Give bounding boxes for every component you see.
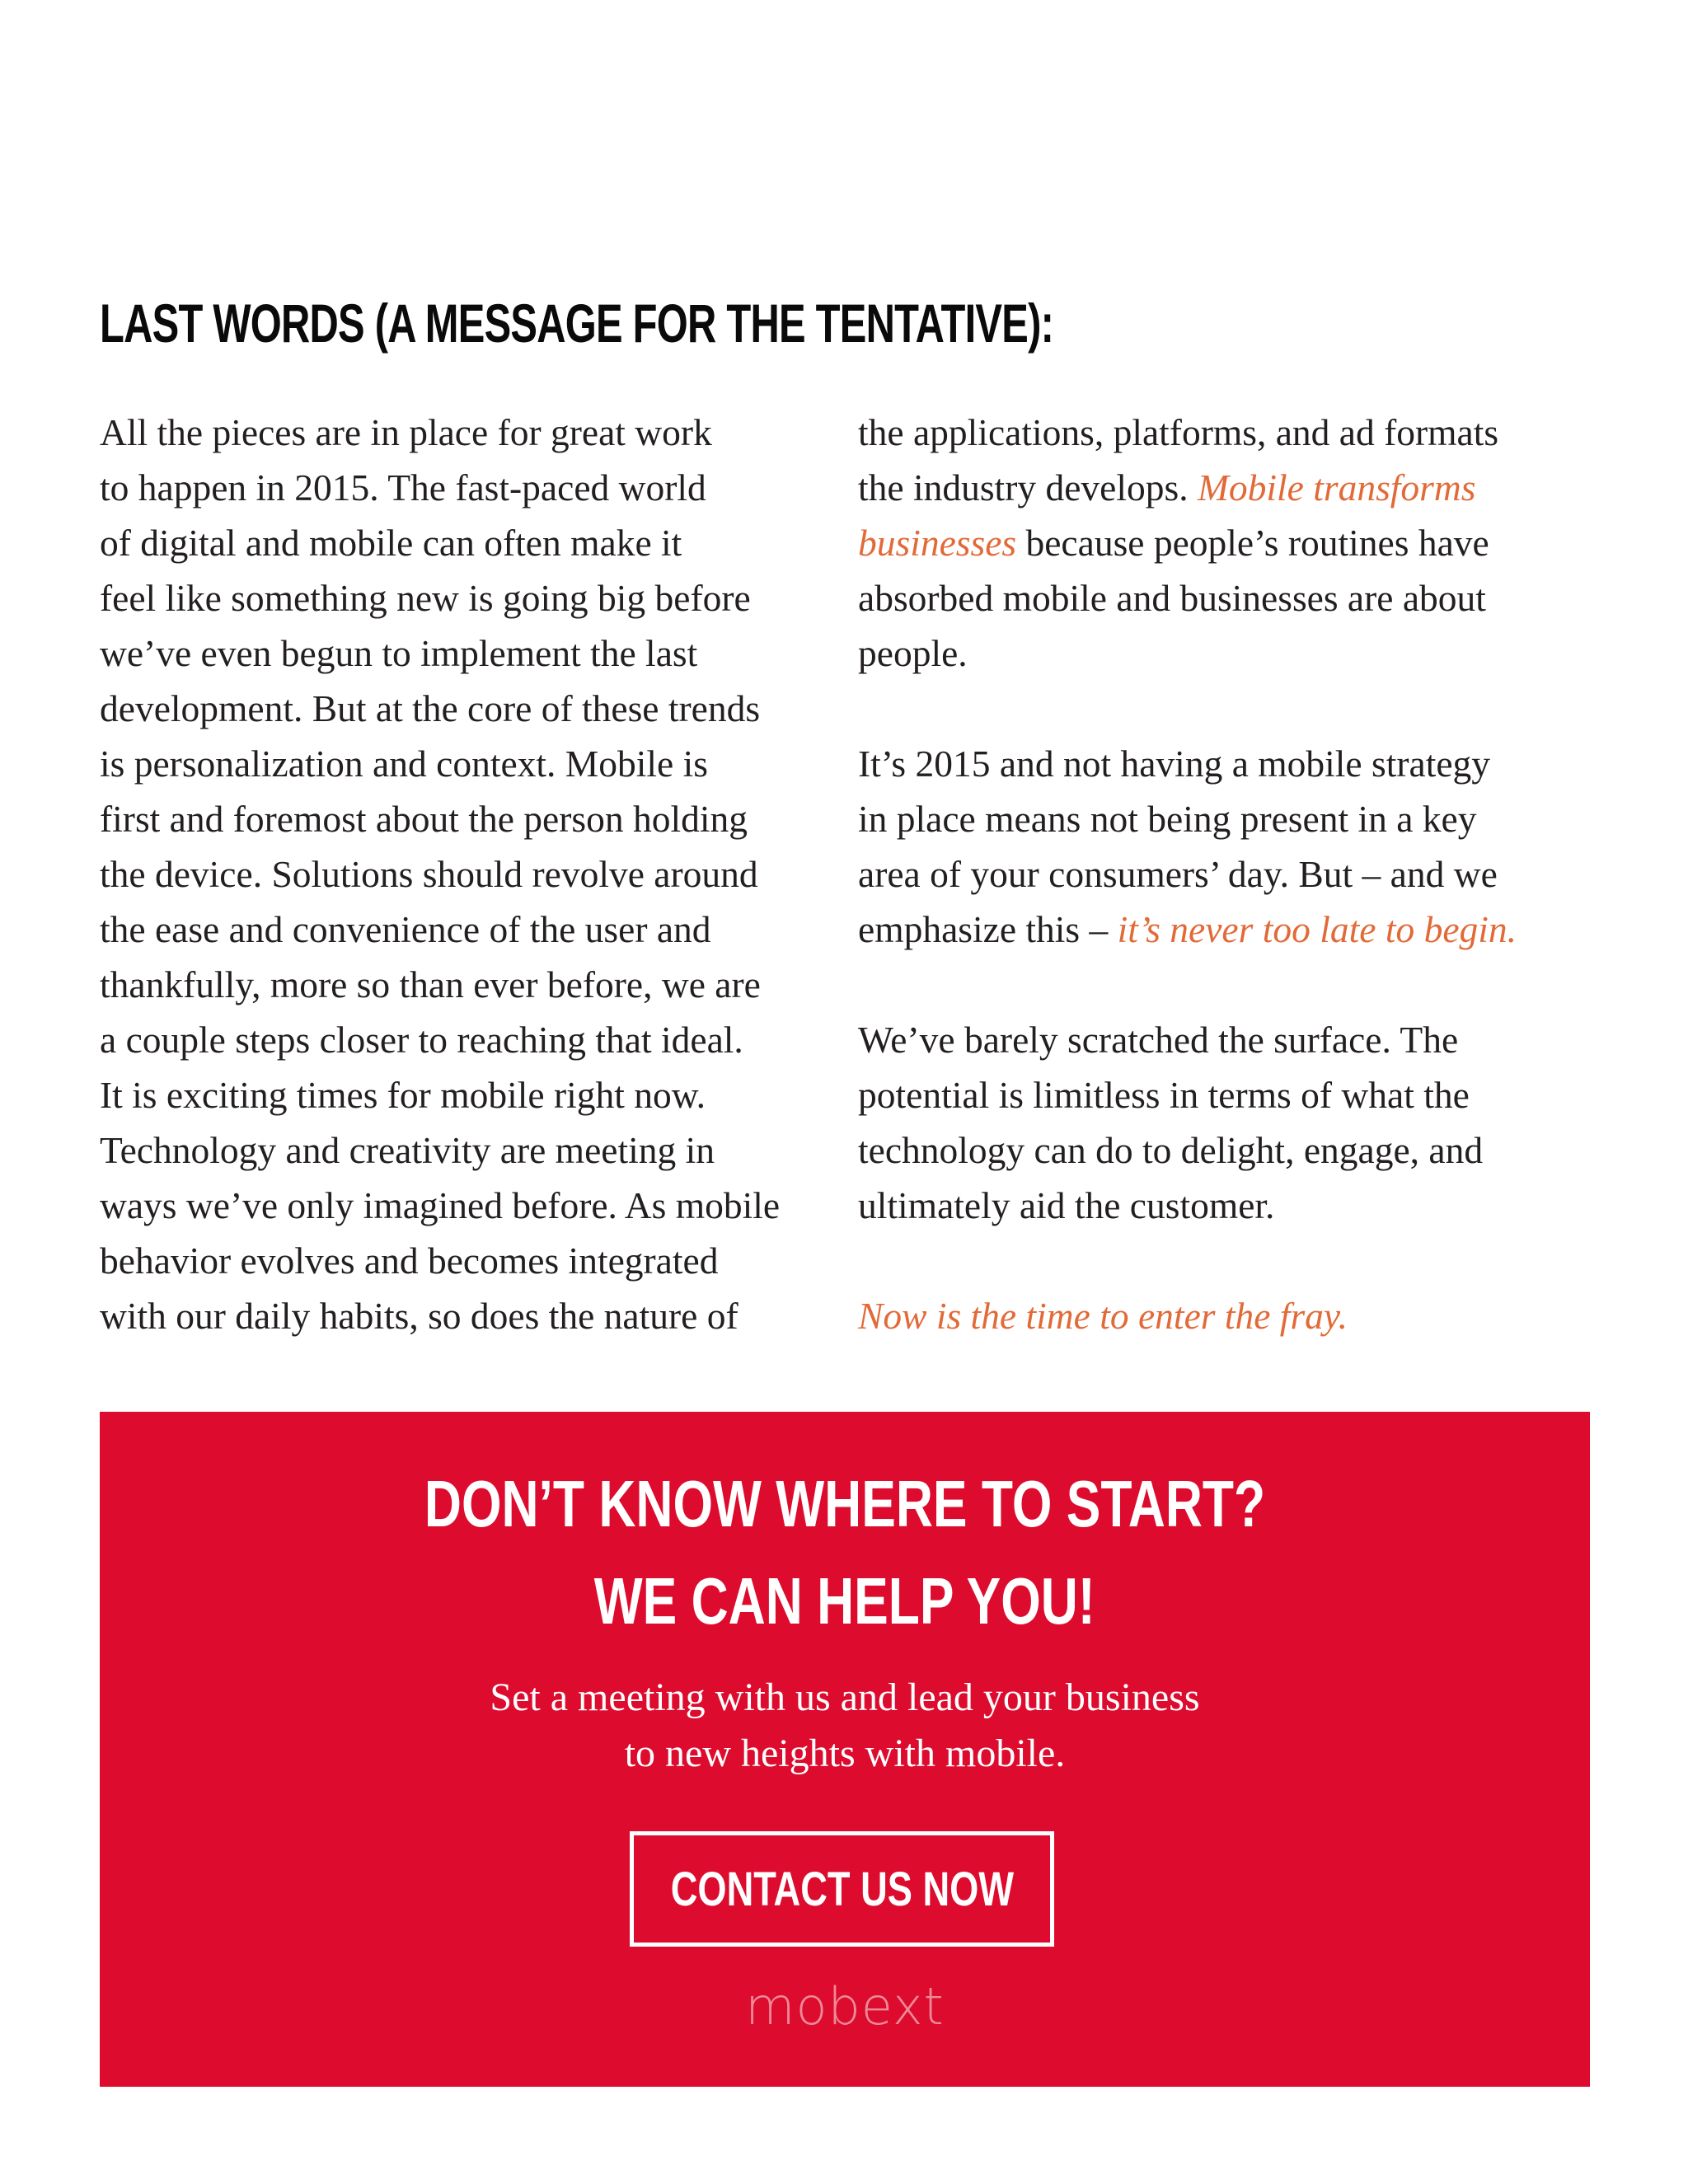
left-line: the ease and convenience of the user and	[100, 908, 711, 950]
right-line	[858, 902, 1600, 957]
left-line: the device. Solutions should revolve around	[100, 853, 758, 895]
cta-title-text: DON’T KNOW WHERE TO START?	[424, 1467, 1266, 1540]
right-line-text: the industry develops.	[858, 466, 1198, 509]
left-line: feel like something new is going big before	[100, 577, 751, 619]
left-line: we’ve even begun to implement the last	[100, 632, 698, 674]
left-line: behavior evolves and becomes integrated	[100, 1240, 719, 1282]
left-line: It is exciting times for mobile right now.	[100, 1074, 706, 1116]
right-line: It’s 2015 and not having a mobile strategy	[858, 743, 1491, 785]
right-line-text: because people’s routines have	[1016, 522, 1489, 564]
right-text-column	[858, 405, 1600, 1343]
right-line: in place means not being present in a key	[858, 798, 1477, 840]
right-line: technology can do to delight, engage, and	[858, 1129, 1484, 1171]
left-line: All the pieces are in place for great work	[100, 411, 712, 453]
right-line: potential is limitless in terms of what the	[858, 1074, 1470, 1116]
right-line: absorbed mobile and businesses are about	[858, 577, 1486, 619]
accent-text: Mobile transforms	[1197, 466, 1476, 509]
left-text-column	[100, 405, 842, 1343]
page-heading: LAST WORDS (A MESSAGE FOR THE TENTATIVE):	[100, 293, 1054, 354]
blank-line	[858, 681, 1600, 736]
right-line-text: emphasize this –	[858, 908, 1118, 950]
cta-title-line2	[100, 1560, 1590, 1643]
left-line: ways we’ve only imagined before. As mobile	[100, 1184, 781, 1226]
left-line: first and foremost about the person holding	[100, 798, 748, 840]
right-line: area of your consumers’ day. But – and we	[858, 853, 1498, 895]
left-line: a couple steps closer to reaching that ideal.	[100, 1019, 743, 1061]
cta-title-text: WE CAN HELP YOU!	[594, 1564, 1095, 1638]
left-line: Technology and creativity are meeting in	[100, 1129, 715, 1171]
cta-banner	[100, 1412, 1590, 2087]
blank-line	[858, 1233, 1600, 1288]
left-line: thankfully, more so than ever before, we are	[100, 963, 761, 1005]
right-line	[858, 515, 1600, 570]
accent-text: it’s never too late to begin.	[1117, 908, 1517, 950]
left-line: with our daily habits, so does the nature of	[100, 1295, 738, 1337]
right-line: people.	[858, 632, 968, 674]
left-line: is personalization and context. Mobile is	[100, 743, 708, 785]
contact-us-button[interactable]	[630, 1831, 1054, 1947]
right-line: ultimately aid the customer.	[858, 1184, 1275, 1226]
blank-line	[858, 957, 1600, 1012]
cta-title-line1	[100, 1463, 1590, 1545]
left-line: development. But at the core of these trends	[100, 687, 761, 729]
closing-line: Now is the time to enter the fray.	[858, 1295, 1348, 1337]
contact-us-button-label: CONTACT US NOW	[670, 1862, 1014, 1916]
right-line: the applications, platforms, and ad formats	[858, 411, 1499, 453]
cta-subtitle-line2: to new heights with mobile.	[624, 1732, 1066, 1775]
mobext-logo: mobext	[745, 1976, 945, 2036]
accent-text: businesses	[858, 522, 1017, 564]
left-line: of digital and mobile can often make it	[100, 522, 682, 564]
left-line: to happen in 2015. The fast-paced world	[100, 466, 706, 509]
right-line	[858, 460, 1600, 515]
right-line: We’ve barely scratched the surface. The	[858, 1019, 1459, 1061]
cta-subtitle-line1: Set a meeting with us and lead your business	[490, 1675, 1200, 1719]
